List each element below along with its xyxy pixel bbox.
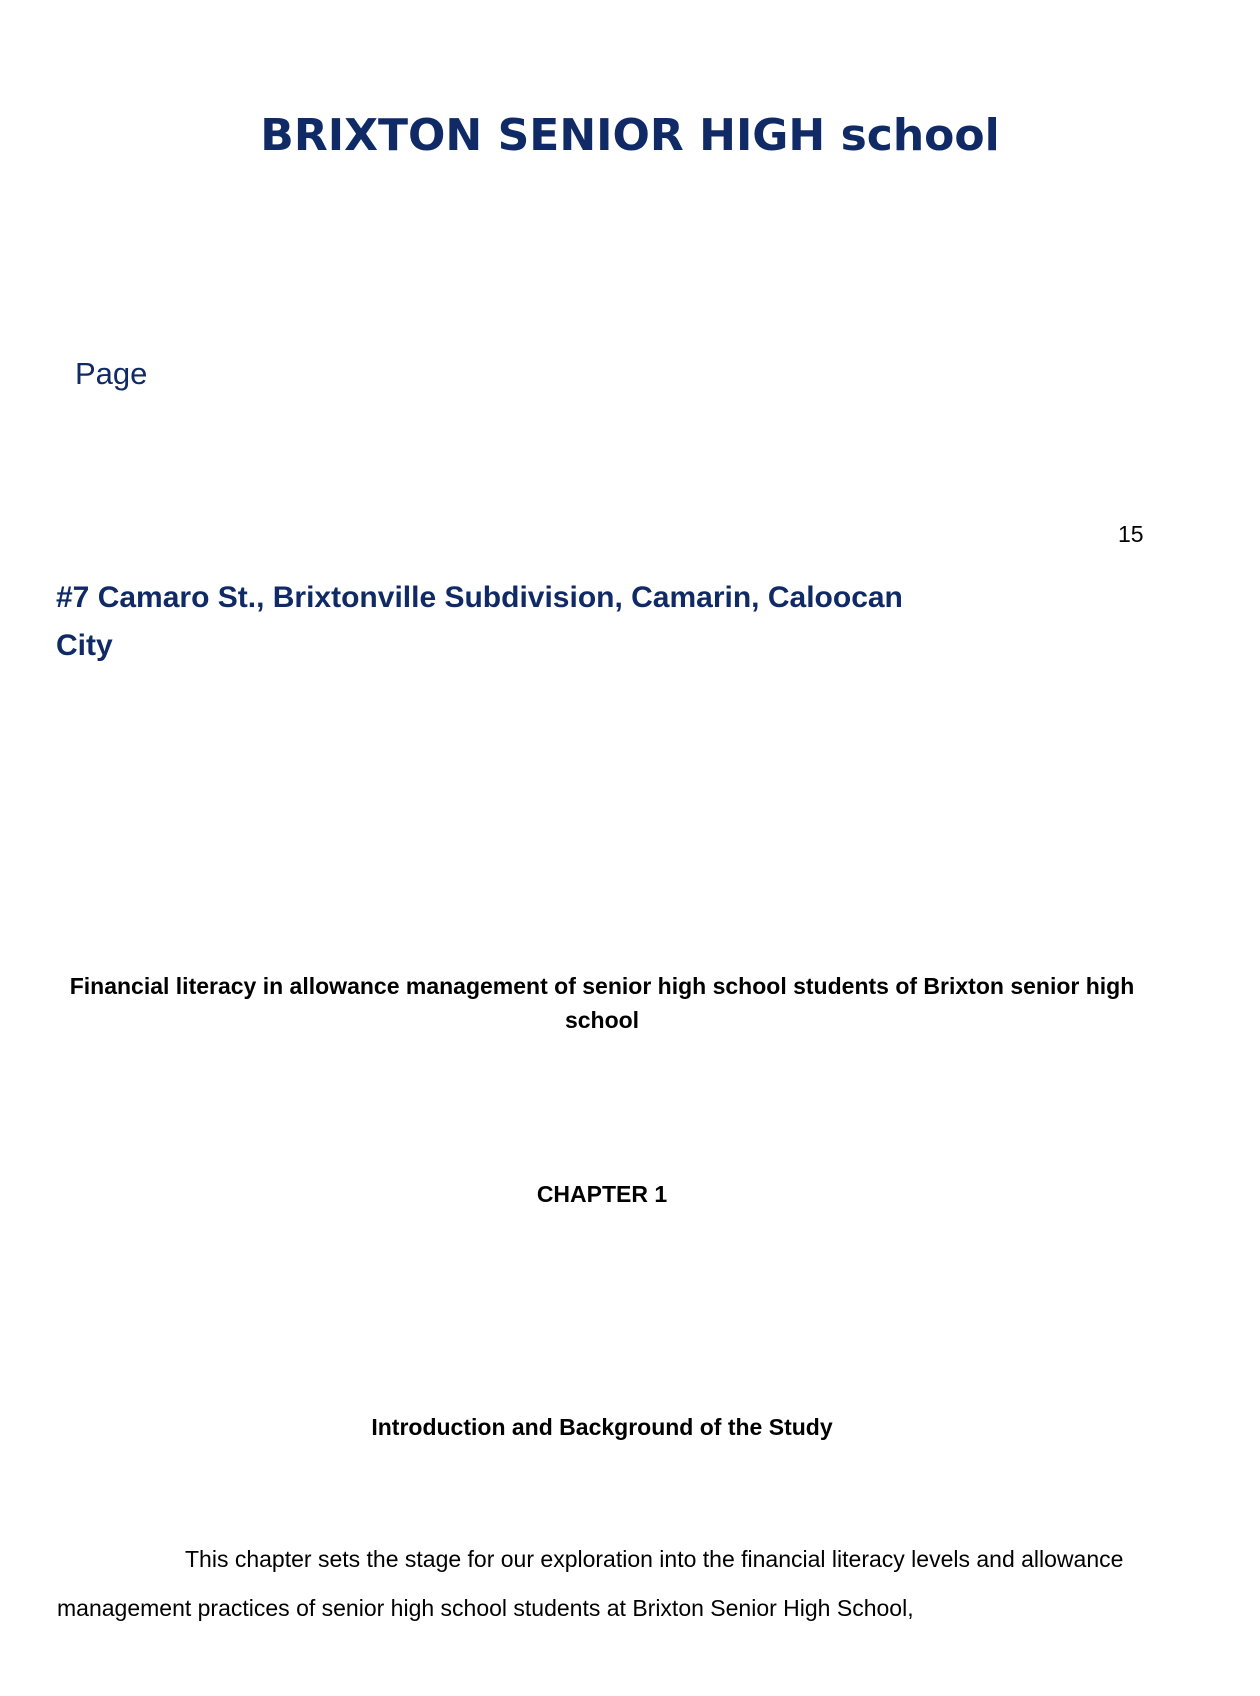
school-address: #7 Camaro St., Brixtonville Subdivision, Camarin, Caloocan City xyxy=(56,581,903,662)
school-name: BRIXTON SENIOR HIGH school xyxy=(260,110,1000,161)
page-label: Page xyxy=(75,356,148,391)
body-paragraph: This chapter sets the stage for our exploration into the financial literacy levels and allowance management practices of senior high school students at Brixton Senior High School, xyxy=(57,1546,1124,1621)
section-heading: Introduction and Background of the Study xyxy=(371,1414,833,1440)
page-number: 15 xyxy=(1118,521,1144,547)
document-title: Financial literacy in allowance management of senior high school students of Brixton senior high school xyxy=(69,973,1135,1033)
chapter-heading: CHAPTER 1 xyxy=(536,1181,668,1207)
address-box xyxy=(56,574,916,662)
